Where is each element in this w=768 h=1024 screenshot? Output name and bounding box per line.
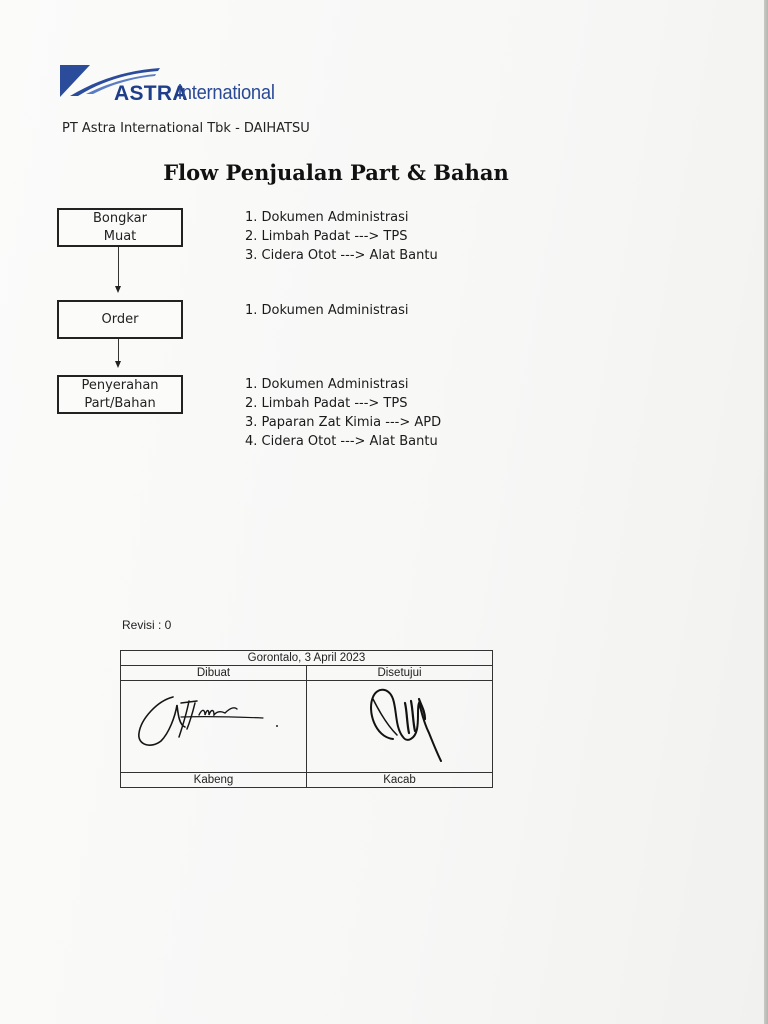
list-item: 3. Paparan Zat Kimia ---> APD: [245, 415, 442, 430]
step-label-line: Order: [101, 311, 139, 327]
flow-connector: [118, 247, 119, 286]
list-item: 1. Dokumen Administrasi: [245, 377, 409, 392]
arrow-down-icon: [115, 361, 121, 368]
document-title: Flow Penjualan Part & Bahan: [163, 160, 509, 185]
list-item: 2. Limbah Padat ---> TPS: [245, 396, 408, 411]
kabeng-signature-cell: [121, 681, 307, 773]
step-label-line: Bongkar: [93, 210, 147, 226]
place-date: Gorontalo, 3 April 2023: [121, 651, 493, 666]
kacab-signature-cell: [307, 681, 493, 773]
signature-kabeng-icon: [121, 681, 306, 772]
astra-logo: [60, 60, 290, 110]
step-label-line: Part/Bahan: [84, 395, 156, 411]
made-by-role: Kabeng: [121, 773, 307, 788]
company-name: PT Astra International Tbk - DAIHATSU: [62, 121, 310, 136]
list-item: 4. Cidera Otot ---> Alat Bantu: [245, 434, 438, 449]
approved-by-role: Kacab: [307, 773, 493, 788]
logo-brand-text: ASTRA: [114, 82, 188, 105]
made-by-header: Dibuat: [121, 666, 307, 681]
list-item: 3. Cidera Otot ---> Alat Bantu: [245, 248, 438, 263]
revision-label: Revisi : 0: [122, 618, 172, 632]
logo-suffix-text: international: [178, 82, 275, 104]
step-3-hazard-list: [245, 375, 441, 451]
flow-step-penyerahan: [57, 375, 183, 414]
step-1-hazard-list: [245, 208, 438, 265]
step-2-hazard-list: [245, 301, 409, 320]
list-item: 2. Limbah Padat ---> TPS: [245, 229, 408, 244]
paper-edge: [764, 0, 768, 1024]
step-label-line: Muat: [103, 228, 137, 244]
flow-connector: [118, 339, 119, 361]
list-item: 1. Dokumen Administrasi: [245, 210, 409, 225]
approved-by-header: Disetujui: [307, 666, 493, 681]
arrow-down-icon: [115, 286, 121, 293]
signature-kacab-icon: [307, 681, 494, 772]
approval-table: [120, 650, 493, 788]
flow-step-order: [57, 300, 183, 339]
flow-step-bongkar-muat: [57, 208, 183, 247]
list-item: 1. Dokumen Administrasi: [245, 303, 409, 318]
step-label-line: Penyerahan: [81, 377, 159, 393]
